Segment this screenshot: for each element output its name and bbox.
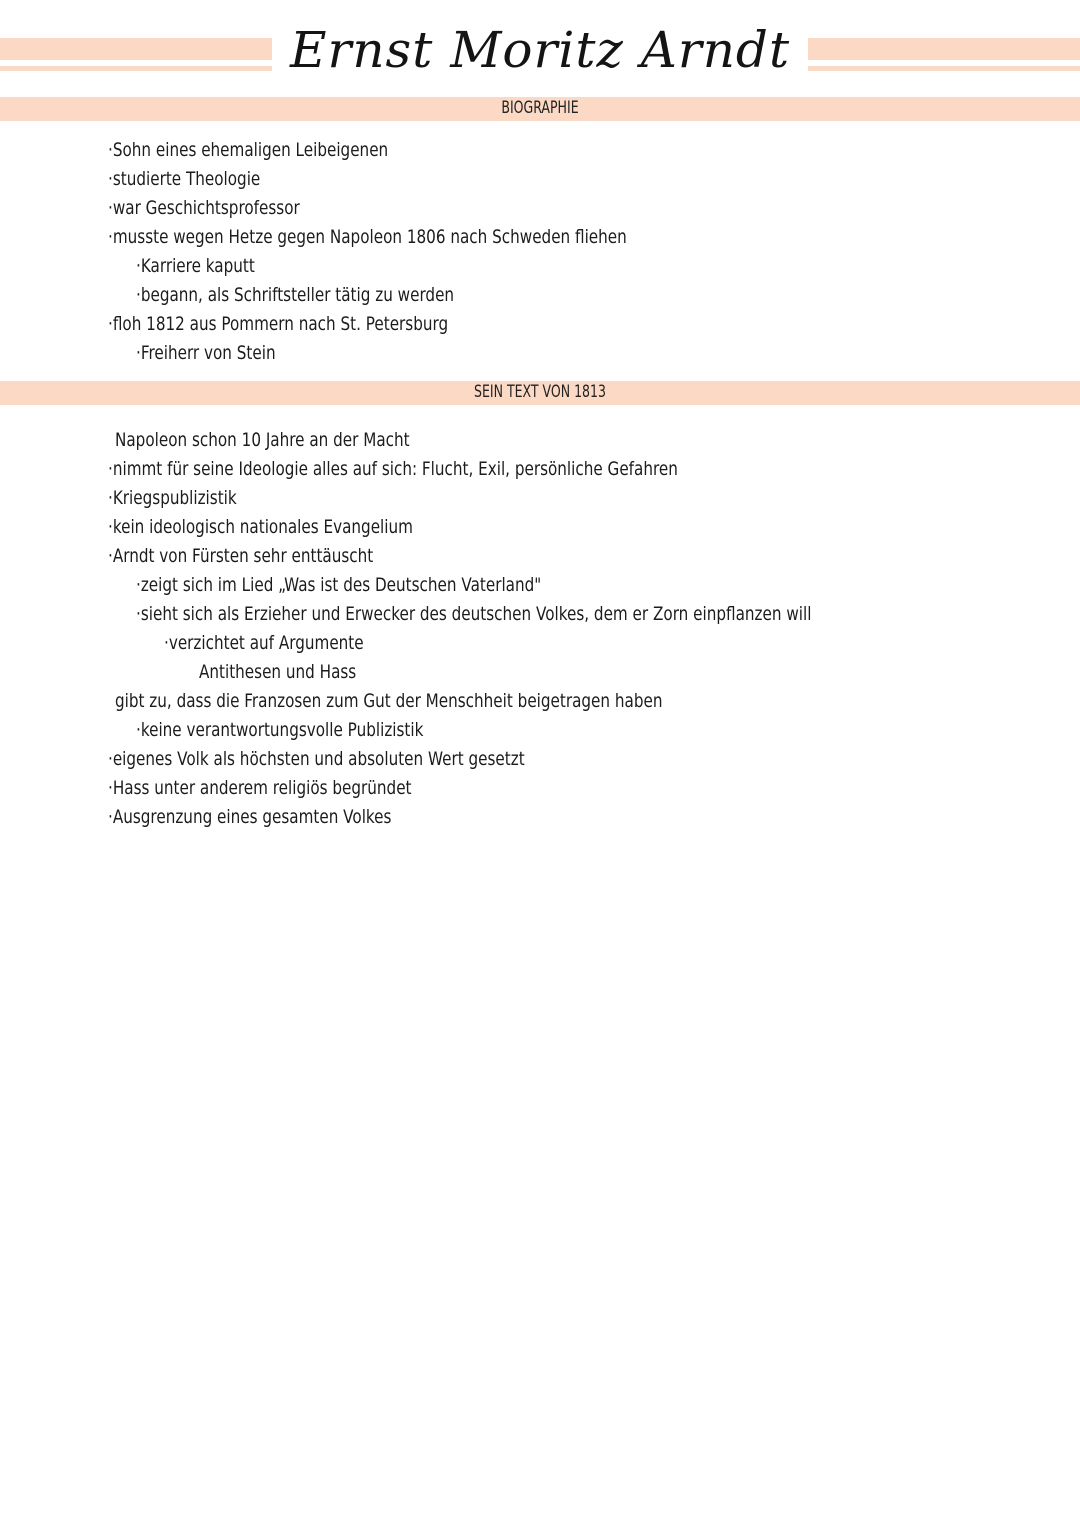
- text1813-heading: SEIN TEXT VON 1813: [474, 382, 606, 402]
- text-line-9: Antithesen und Hass: [199, 661, 357, 683]
- bio-line-1: ·Sohn eines ehemaligen Leibeigenen: [108, 139, 389, 161]
- text-line-10: gibt zu, dass die Franzosen zum Gut der Menschheit beigetragen haben: [115, 690, 663, 712]
- text-line-11: ·keine verantwortungsvolle Publizistik: [136, 719, 424, 741]
- text-line-1: Napoleon schon 10 Jahre an der Macht: [115, 429, 410, 451]
- bio-line-7: ·floh 1812 aus Pommern nach St. Petersburg: [108, 313, 449, 335]
- biographie-heading: BIOGRAPHIE: [501, 98, 579, 118]
- bio-line-6: ·begann, als Schriftsteller tätig zu werden: [136, 284, 455, 306]
- bio-line-3: ·war Geschichtsprofessor: [108, 197, 300, 219]
- text-line-4: ·kein ideologisch nationales Evangelium: [108, 516, 413, 538]
- bio-line-4: ·musste wegen Hetze gegen Napoleon 1806 nach Schweden fliehen: [108, 226, 627, 248]
- text-line-7: ·sieht sich als Erzieher und Erwecker des deutschen Volkes, dem er Zorn einpflanzen will: [136, 603, 812, 625]
- text-line-5: ·Arndt von Fürsten sehr enttäuscht: [108, 545, 374, 567]
- text-line-3: ·Kriegspublizistik: [108, 487, 237, 509]
- bio-line-2: ·studierte Theologie: [108, 168, 261, 190]
- text-line-8: ·verzichtet auf Argumente: [164, 632, 364, 654]
- text-line-13: ·Hass unter anderem religiös begründet: [108, 777, 412, 799]
- bio-line-8: ·Freiherr von Stein: [136, 342, 276, 364]
- page-title-text: Ernst Moritz Arndt: [272, 21, 808, 79]
- page-title: [0, 18, 1080, 82]
- text-line-12: ·eigenes Volk als höchsten und absoluten Wert gesetzt: [108, 748, 525, 770]
- text-line-14: ·Ausgrenzung eines gesamten Volkes: [108, 806, 392, 828]
- text-line-6: ·zeigt sich im Lied „Was ist des Deutschen Vaterland": [136, 574, 542, 596]
- text-line-2: ·nimmt für seine Ideologie alles auf sich: Flucht, Exil, persönliche Gefahren: [108, 458, 678, 480]
- bio-line-5: ·Karriere kaputt: [136, 255, 255, 277]
